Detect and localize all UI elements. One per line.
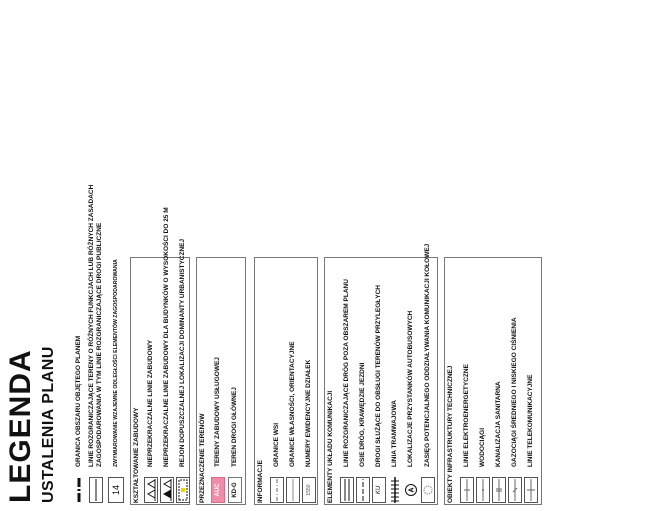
- legend-item-service-roads: [372, 285, 386, 503]
- legend-label: GAZOCIĄGI ŚREDNIEGO I NISKIEGO CIŚNIENIA: [511, 317, 518, 467]
- legend-label: ZWYMIAROWANIE WZAJEMNE ODLEGŁOŚCI ELEMENTÓW ZAGOSPODAROWANIA: [113, 259, 119, 467]
- thick-boundary-icon: [72, 477, 86, 503]
- road-axis-icon: [356, 477, 370, 503]
- legend-item-road-axis: [356, 363, 370, 503]
- parcel-number-value: 1550: [306, 484, 312, 496]
- tram-line-icon: [388, 477, 402, 503]
- legend-item-building-line: [144, 340, 158, 503]
- legend-item-gas: [508, 317, 522, 503]
- legend-subtitle: USTALENIA PLANU: [40, 346, 57, 503]
- svg-text:A: A: [408, 487, 416, 493]
- section-title: KSZTAŁTOWANIE ZABUDOWY: [133, 407, 140, 503]
- legend-item-dimension: [108, 259, 124, 503]
- legend-label: DROGI SŁUŻĄCE DO OBSŁUGI TERENÓW PRZYLEGŁYCH: [375, 284, 382, 467]
- bus-stop-icon: [404, 477, 418, 503]
- legend-item-tram: [388, 400, 402, 503]
- legend-item-bus-stops: [404, 311, 418, 503]
- legend-item-auc: [211, 357, 225, 503]
- section-title: INFORMACJE: [257, 460, 264, 503]
- legend-label: NIEPRZEKRACZALNE LINIE ZABUDOWY: [147, 339, 154, 467]
- double-line-icon: [340, 477, 354, 503]
- legend-label: LINIE ELEKTROENERGETYCZNE: [463, 364, 470, 467]
- section-title: OBIEKTY INFRASTRUKTURY TECHNICZNEJ: [447, 365, 454, 503]
- legend-label: TERENY ZABUDOWY USŁUGOWEJ: [214, 357, 221, 467]
- section-title: PRZEZNACZENIE TERENÓW: [199, 413, 206, 503]
- legend-item-dominant-region: [176, 239, 190, 503]
- legend-title: LEGENDA: [4, 349, 37, 503]
- thin-line-icon: [286, 477, 300, 503]
- parcel-number-icon: [302, 477, 316, 503]
- legend-label: LOKALIZACJE PRZYSTANKÓW AUTOBUSOWYCH: [407, 310, 414, 467]
- legend-label: TEREN DROGI GŁÓWNEJ: [231, 387, 238, 467]
- dominant-region-icon: [176, 477, 190, 503]
- legend-label-cont: ZAGOSPODAROWANIA W TYM LINIE ROZGRANICZAJĄCE DROGI PUBLICZNE: [96, 222, 103, 467]
- gas-line-icon: [508, 477, 522, 503]
- range-circle-icon: [421, 477, 435, 503]
- thin-line-icon: [89, 477, 103, 503]
- legend-label: LINIE ROZGRANICZAJĄCE TERENY O RÓŻNYCH FUNKCJACH LUB RÓŻNYCH ZASADACH: [88, 184, 95, 467]
- legend-label: KANALIZACJA SANITARNA: [495, 381, 502, 467]
- legend-item-sewer: [492, 381, 506, 503]
- legend-item-telecom: [524, 375, 538, 503]
- water-line-icon: [476, 477, 490, 503]
- legend-item-water: [476, 428, 490, 503]
- legend-item-parcel-number: [302, 360, 316, 503]
- legend-item-dividing-lines: [88, 185, 104, 503]
- legend-label: GRANICE WSI: [273, 422, 280, 467]
- zone-code-badge: KD-G: [228, 477, 242, 503]
- legend-item-power: [460, 364, 474, 503]
- legend-label: REJON DOPUSZCZALNEJ LOKALIZACJI DOMINANTY URBANISTYCZNEJ: [179, 238, 186, 467]
- legend-label: WODOCIĄGI: [479, 428, 486, 467]
- dash-dot-line-icon: [270, 477, 284, 503]
- legend-label: LINIA TRAMWAJOWA: [391, 400, 398, 467]
- legend-item-plan-boundary: [72, 336, 86, 503]
- dimension-value: 14: [111, 485, 121, 496]
- triangle-line-icon: [160, 477, 174, 503]
- telecom-line-icon: [524, 477, 538, 503]
- legend-label: GRANICA OBSZARU OBJĘTEGO PLANEM: [75, 335, 82, 467]
- legend-item-traffic-range: [421, 244, 435, 503]
- power-line-icon: [460, 477, 474, 503]
- zone-code-badge: AUC: [211, 477, 225, 503]
- service-road-code: KU: [376, 485, 382, 495]
- legend-label: LINIE TELEKOMUNIKACYJNE: [527, 374, 534, 467]
- legend-label: GRANICE WŁASNOŚCI, ORIENTACYJNE: [289, 341, 296, 467]
- triangle-line-icon: [144, 477, 158, 503]
- legend-label: ZASIĘG POTENCJALNEGO ODDZIAŁYWANIA KOMUNIKACJI KOŁOWEJ: [424, 243, 431, 467]
- service-road-icon: [372, 477, 386, 503]
- legend-item-ownership: [286, 341, 300, 503]
- sewer-line-icon: [492, 477, 506, 503]
- legend-item-road-lines-outside: [340, 279, 354, 503]
- section-title: ELEMENTY UKŁADU KOMUNIKACJI: [327, 390, 334, 503]
- legend-label: OSIE DRÓG, KRAWĘDZIE JEZDNI: [359, 362, 366, 467]
- legend-label: NUMERY EWIDENCYJNE DZIAŁEK: [305, 359, 312, 467]
- legend-item-building-line-25m: [160, 207, 174, 503]
- legend-label: LINIE ROZGRANICZAJĄCE DRÓG POZA OBSZAREM PLANU: [343, 279, 350, 467]
- legend-item-kdg: [228, 387, 242, 503]
- legend-item-village-border: [270, 423, 284, 503]
- dimension-icon: [108, 477, 124, 503]
- legend-label: NIEPRZEKRACZALNE LINIE ZABUDOWY DLA BUDYNKÓW O WYSOKOŚCI DO 25 M: [163, 207, 170, 467]
